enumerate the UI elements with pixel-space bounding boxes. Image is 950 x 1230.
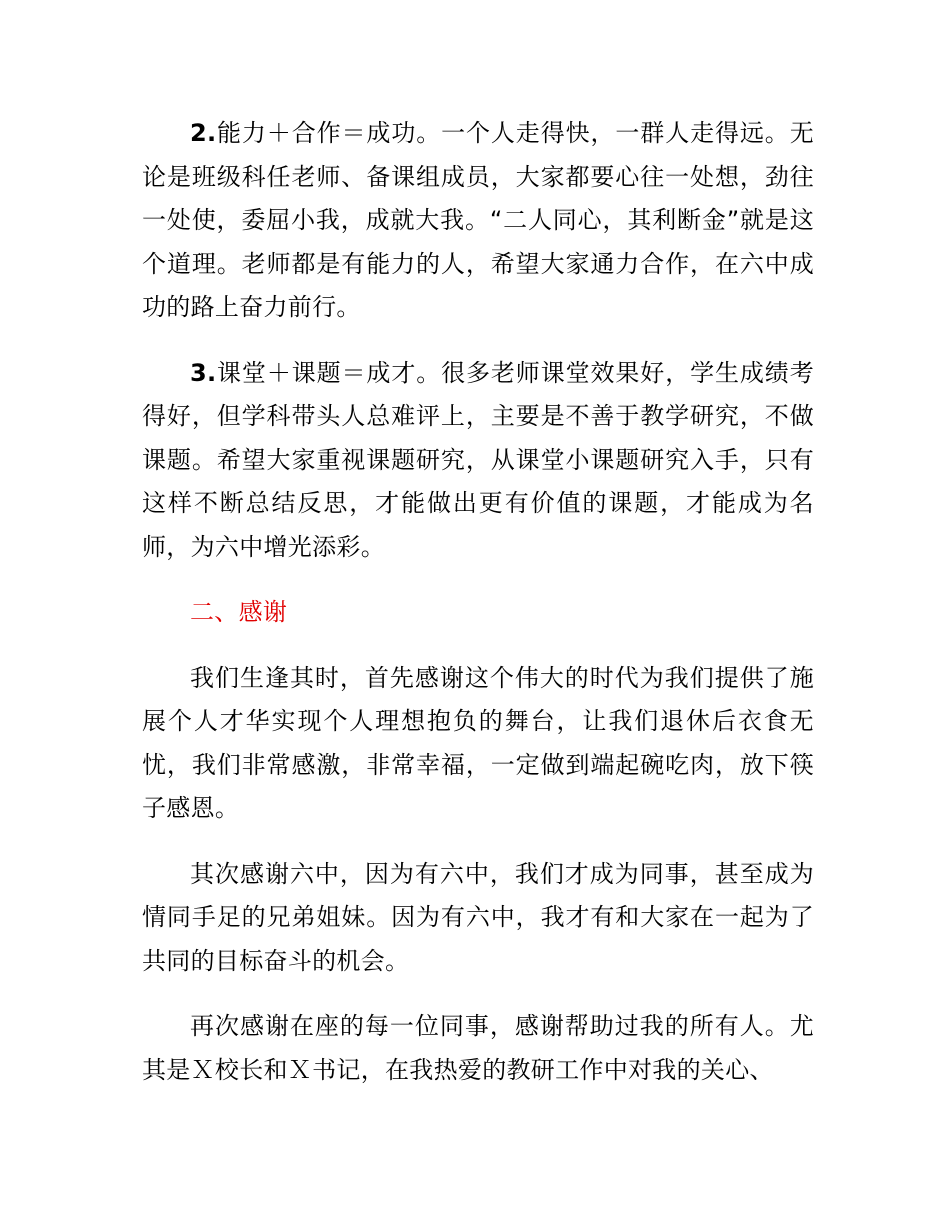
- document-body: [142, 112, 814, 1114]
- paragraph-text: 能力＋合作＝成功。一个人走得快，一群人走得远。无论是班级科任老师、备课组成员，大家都要心往一处想，劲往一处使，委屈小我，成就大我。“二人同心，其利断金”就是这个道理。老师都是有能力的人，希望大家通力合作，在六中成功的路上奋力前行。: [142, 119, 814, 321]
- paragraph-text: 课堂＋课题＝成才。很多老师课堂效果好，学生成绩考得好，但学科带头人总难评上，主要是不善于教学研究，不做课题。希望大家重视课题研究，从课堂小课题研究入手，只有这样不断总结反思，才能做出更有价值的课题，才能成为名师，为六中增光添彩。: [142, 358, 814, 561]
- paragraph-class-topic: [142, 352, 814, 570]
- paragraph-number: 2.: [190, 119, 217, 147]
- paragraph-ability-cooperation: [142, 112, 814, 330]
- paragraph-thanks-era: 我们生逢其时，首先感谢这个伟大的时代为我们提供了施展个人才华实现个人理想抱负的舞台，让我们退休后衣食无忧，我们非常感激，非常幸福，一定做到端起碗吃肉，放下筷子感恩。: [142, 663, 814, 822]
- paragraph-thanks-school: 其次感谢六中，因为有六中，我们才成为同事，甚至成为情同手足的兄弟姐妹。因为有六中，我才有和大家在一起为了共同的目标奋斗的机会。: [142, 859, 814, 975]
- paragraph-number: 3.: [190, 358, 217, 387]
- section-heading: [142, 591, 814, 635]
- paragraph-thanks-colleagues: 再次感谢在座的每一位同事，感谢帮助过我的所有人。尤其是Ｘ校长和Ｘ书记，在我热爱的教研工作中对我的关心、: [142, 1012, 814, 1084]
- section-heading-text: 二、感谢: [190, 598, 288, 626]
